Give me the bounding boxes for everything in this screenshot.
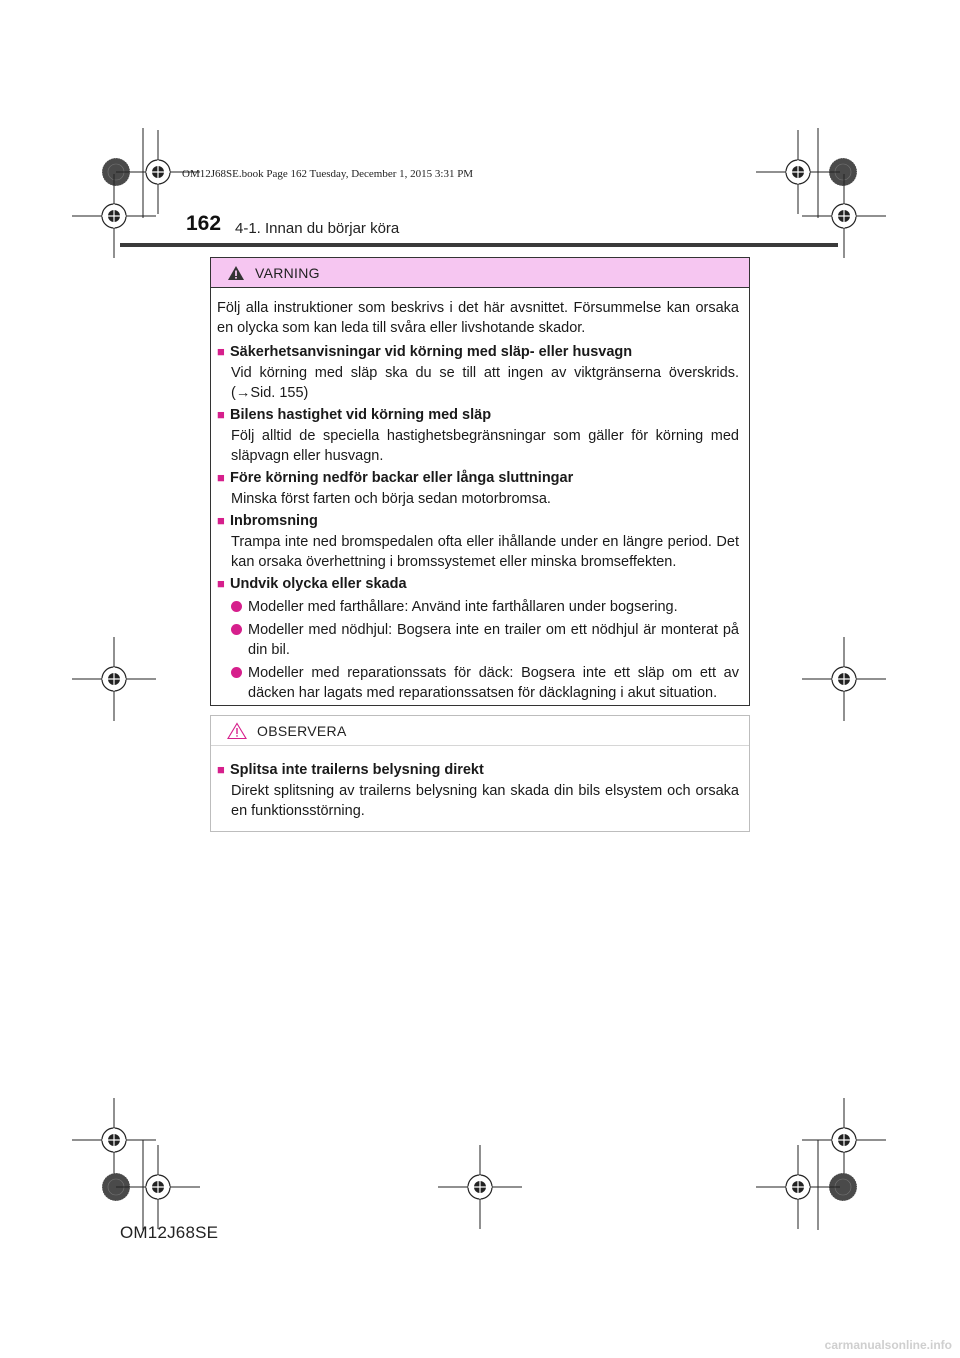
warning-body xyxy=(211,288,749,703)
square-bullet-icon: ■ xyxy=(217,513,225,528)
section-text: Direkt splitsning av trailerns belysning kan skada din bils elsystem och orsaka en funktionsstörning. xyxy=(231,783,739,819)
section-text: Minska först farten och börja sedan motorbromsa. xyxy=(231,491,551,507)
section-text: Följ alltid de speciella hastighetsbegränsningar som gäller för körning med släpvagn eller husvagn. xyxy=(231,428,739,464)
warning-section xyxy=(217,468,739,509)
bullet-text: Modeller med farthållare: Använd inte farthållaren under bogsering. xyxy=(248,599,678,615)
header-rule xyxy=(120,243,838,247)
warning-section xyxy=(217,405,739,466)
page-number: 162 xyxy=(186,212,222,235)
square-bullet-icon: ■ xyxy=(217,576,225,591)
section-title: Säkerhetsanvisningar vid körning med släp- eller husvagn xyxy=(230,344,633,360)
section-text: Vid körning med släp ska du se till att ingen av viktgränserna överskrids. (→Sid. 155) xyxy=(231,365,739,401)
warning-label: VARNING xyxy=(255,264,320,281)
section-text: Trampa inte ned bromspedalen ofta eller ihållande under en längre period. Det kan orsaka överhettning i bromssystemet eller minska bromseffekten. xyxy=(231,534,739,570)
list-item xyxy=(231,597,739,617)
crosshair-icon xyxy=(116,1145,200,1229)
section-title: Före körning nedför backar eller långa sluttningar xyxy=(230,470,574,486)
print-info: OM12J68SE.book Page 162 Tuesday, December 1, 2015 3:31 PM xyxy=(182,168,474,180)
section-title: Inbromsning xyxy=(230,513,318,529)
chapter-title: 4-1. Innan du börjar köra xyxy=(235,220,400,237)
notice-body xyxy=(211,746,749,821)
square-bullet-icon: ■ xyxy=(217,762,225,777)
warning-intro: Följ alla instruktioner som beskrivs i det här avsnittet. Försummelse kan orsaka en olycka som kan leda till svåra eller livshotande skador. xyxy=(217,300,739,336)
crosshair-icon xyxy=(802,637,886,721)
notice-section xyxy=(217,760,739,821)
section-title: Undvik olycka eller skada xyxy=(230,576,407,592)
notice-label: OBSERVERA xyxy=(257,722,347,739)
round-bullet-icon xyxy=(231,667,242,678)
round-bullet-icon xyxy=(231,601,242,612)
warning-header xyxy=(211,258,749,288)
crosshair-icon xyxy=(756,1145,840,1229)
warning-triangle-icon xyxy=(227,265,245,281)
warning-section xyxy=(217,511,739,572)
crosshair-icon xyxy=(802,1098,886,1182)
document-code: OM12J68SE xyxy=(120,1223,219,1242)
list-item xyxy=(231,663,739,703)
watermark: carmanualsonline.info xyxy=(824,1338,952,1352)
caution-triangle-icon xyxy=(227,722,247,740)
warning-section xyxy=(217,574,739,703)
section-title: Splitsa inte trailerns belysning direkt xyxy=(230,762,484,778)
bullet-text: Modeller med reparationssats för däck: Bogsera inte ett släp om ett av däcken har lagats med reparationssatsen för däcklagning i akut situation. xyxy=(248,665,739,701)
crosshair-icon xyxy=(72,637,156,721)
square-bullet-icon: ■ xyxy=(217,407,225,422)
square-bullet-icon: ■ xyxy=(217,470,225,485)
notice-box xyxy=(210,715,750,832)
crosshair-icon xyxy=(756,130,840,214)
notice-header xyxy=(211,716,749,746)
square-bullet-icon: ■ xyxy=(217,344,225,359)
warning-section xyxy=(217,342,739,403)
round-bullet-icon xyxy=(231,624,242,635)
bullet-text: Modeller med nödhjul: Bogsera inte en trailer om ett nödhjul är monterat på din bil. xyxy=(248,622,739,658)
section-title: Bilens hastighet vid körning med släp xyxy=(230,407,492,423)
warning-box xyxy=(210,257,750,706)
list-item xyxy=(231,620,739,660)
crosshair-icon xyxy=(438,1145,522,1229)
